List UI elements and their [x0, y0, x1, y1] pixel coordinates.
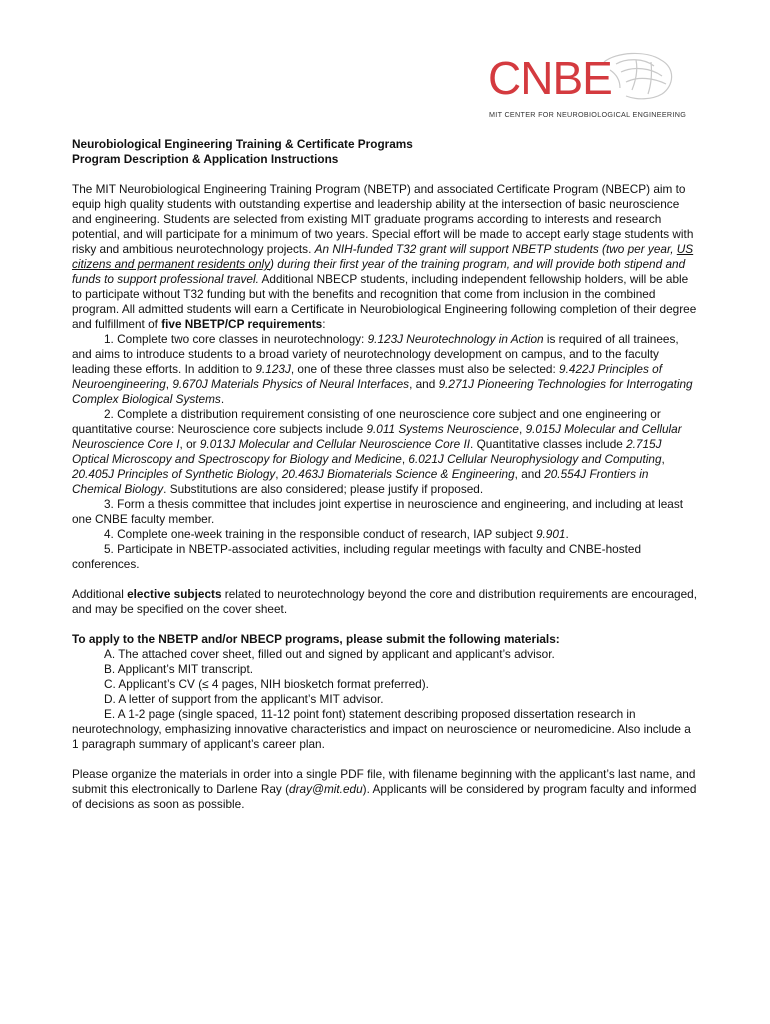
document-subtitle: Program Description & Application Instructions	[72, 152, 339, 166]
apply-item-e: E. A 1-2 page (single spaced, 11-12 point font) statement describing proposed dissertation research in neurotechnology, emphasizing innovative characteristics and impact on neuroscience or neuromedicine. Also include a 1 paragraph summary of applicant’s career plan.	[72, 707, 691, 751]
logo-subtitle: MIT CENTER FOR NEUROBIOLOGICAL ENGINEERING	[489, 110, 687, 119]
logo-wordmark: CNBE	[488, 52, 612, 104]
apply-item-d: D. A letter of support from the applicant’s MIT advisor.	[104, 692, 384, 706]
requirement-3: 3. Form a thesis committee that includes joint expertise in neuroscience and engineering, and including at least one CNBE faculty member.	[72, 497, 684, 526]
apply-item-c: C. Applicant’s CV (≤ 4 pages, NIH biosketch format preferred).	[104, 677, 429, 691]
closing-paragraph: Please organize the materials in order into a single PDF file, with filename beginning with the applicant’s last name, and submit this electronically to Darlene Ray (dray@mit.edu). Applicants will be considered by program faculty and informed of decisions as soon as possible.	[72, 767, 697, 811]
intro-paragraph: The MIT Neurobiological Engineering Training Program (NBETP) and associated Certificate Program (NBECP) aim to equip high quality students with outstanding expertise and leadership ability at the intersection of basic neuroscience and engineering. Students are selected from existing MIT graduate programs according to interests and research potential, and will participate for a minimum of two years. Special effort will be made to accept early stage students with risky and ambitious neurotechnology projects. An NIH-funded T32 grant will support NBETP students (two per year, US citizens and permanent residents only) during their first year of the training program, and will provide both stipend and funds to support professional travel. Additional NBECP students, including independent fellowship holders, will be able to participate without T32 funding but with the benefits and recognition that come from inclusion in the combined program. All admitted students will earn a Certificate in Neurobiological Engineering following completion of their degree and fulfillment of five NBETP/CP requirements:	[72, 182, 697, 331]
apply-item-b: B. Applicant’s MIT transcript.	[104, 662, 254, 676]
requirement-4: 4. Complete one-week training in the responsible conduct of research, IAP subject 9.901.	[104, 527, 569, 541]
contact-email[interactable]: dray@mit.edu	[289, 782, 363, 796]
document-title: Neurobiological Engineering Training & Certificate Programs	[72, 137, 413, 151]
requirement-5: 5. Participate in NBETP-associated activities, including regular meetings with faculty and CNBE-hosted conferences.	[72, 542, 642, 571]
document-body	[72, 137, 700, 812]
elective-paragraph: Additional elective subjects related to neurotechnology beyond the core and distribution requirements are encouraged, and may be specified on the cover sheet.	[72, 587, 697, 616]
cnbe-logo	[486, 50, 686, 122]
requirement-2: 2. Complete a distribution requirement consisting of one neuroscience core subject and one engineering or quantitative course: Neuroscience core subjects include 9.011 Systems Neuroscience, 9.015J Molecular and Cellular Neuroscience Core I, or 9.013J Molecular and Cellular Neuroscience Core II. Quantitative classes include 2.715J Optical Microscopy and Spectroscopy for Biology and Medicine, 6.021J Cellular Neurophysiology and Computing, 20.405J Principles of Synthetic Biology, 20.463J Biomaterials Science & Engineering, and 20.554J Frontiers in Chemical Biology. Substitutions are also considered; please justify if proposed.	[72, 407, 682, 496]
apply-item-a: A. The attached cover sheet, filled out and signed by applicant and applicant’s advisor.	[104, 647, 555, 661]
apply-heading: To apply to the NBETP and/or NBECP programs, please submit the following materials:	[72, 632, 560, 646]
brain-logo-icon	[486, 50, 686, 106]
requirement-1: 1. Complete two core classes in neurotechnology: 9.123J Neurotechnology in Action is required of all trainees, and aims to introduce students to a broad variety of neurotechnology development on campus, and to the faculty leading these efforts. In addition to 9.123J, one of these three classes must also be selected: 9.422J Principles of Neuroengineering, 9.670J Materials Physics of Neural Interfaces, and 9.271J Pioneering Technologies for Interrogating Complex Biological Systems.	[72, 332, 693, 406]
